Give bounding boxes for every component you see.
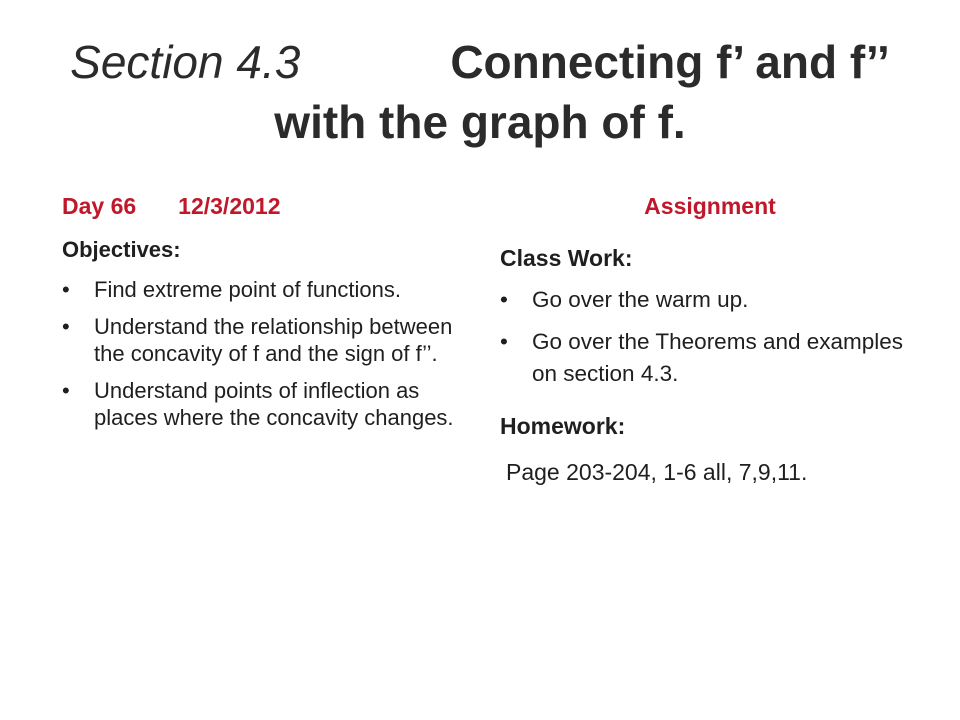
bullet-icon: • bbox=[500, 329, 508, 354]
slide-title bbox=[40, 32, 920, 152]
day-date-line bbox=[62, 190, 462, 222]
classwork-text: Go over the warm up. bbox=[532, 287, 749, 312]
bullet-icon: • bbox=[62, 277, 70, 302]
list-item bbox=[500, 326, 920, 390]
homework-heading: Homework: bbox=[500, 413, 626, 439]
objective-text: Understand points of inflection as places where the concavity changes. bbox=[94, 378, 454, 430]
objectives-heading: Objectives: bbox=[62, 237, 181, 262]
bullet-icon: • bbox=[62, 314, 70, 339]
objective-text: Understand the relationship between the concavity of f and the sign of f’’. bbox=[94, 314, 453, 366]
list-item bbox=[62, 276, 462, 303]
classwork-heading: Class Work: bbox=[500, 245, 633, 271]
classwork-text: Go over the Theorems and examples on section 4.3. bbox=[532, 329, 904, 386]
date-label: 12/3/2012 bbox=[178, 193, 281, 219]
title-section: Section 4.3 bbox=[70, 36, 301, 88]
list-item bbox=[62, 377, 462, 431]
classwork-list bbox=[500, 284, 920, 390]
bullet-icon: • bbox=[500, 287, 508, 312]
right-column bbox=[500, 190, 920, 488]
homework-text: Page 203-204, 1-6 all, 7,9,11. bbox=[506, 459, 808, 485]
title-main: Connecting f’ and f’’ with the graph of f. bbox=[274, 36, 890, 148]
list-item bbox=[500, 284, 920, 316]
list-item bbox=[62, 313, 462, 367]
objectives-list bbox=[62, 276, 462, 431]
bullet-icon: • bbox=[62, 378, 70, 403]
assignment-heading: Assignment bbox=[644, 193, 776, 219]
left-column bbox=[62, 190, 462, 431]
day-label: Day 66 bbox=[62, 193, 137, 219]
objective-text: Find extreme point of functions. bbox=[94, 277, 401, 302]
